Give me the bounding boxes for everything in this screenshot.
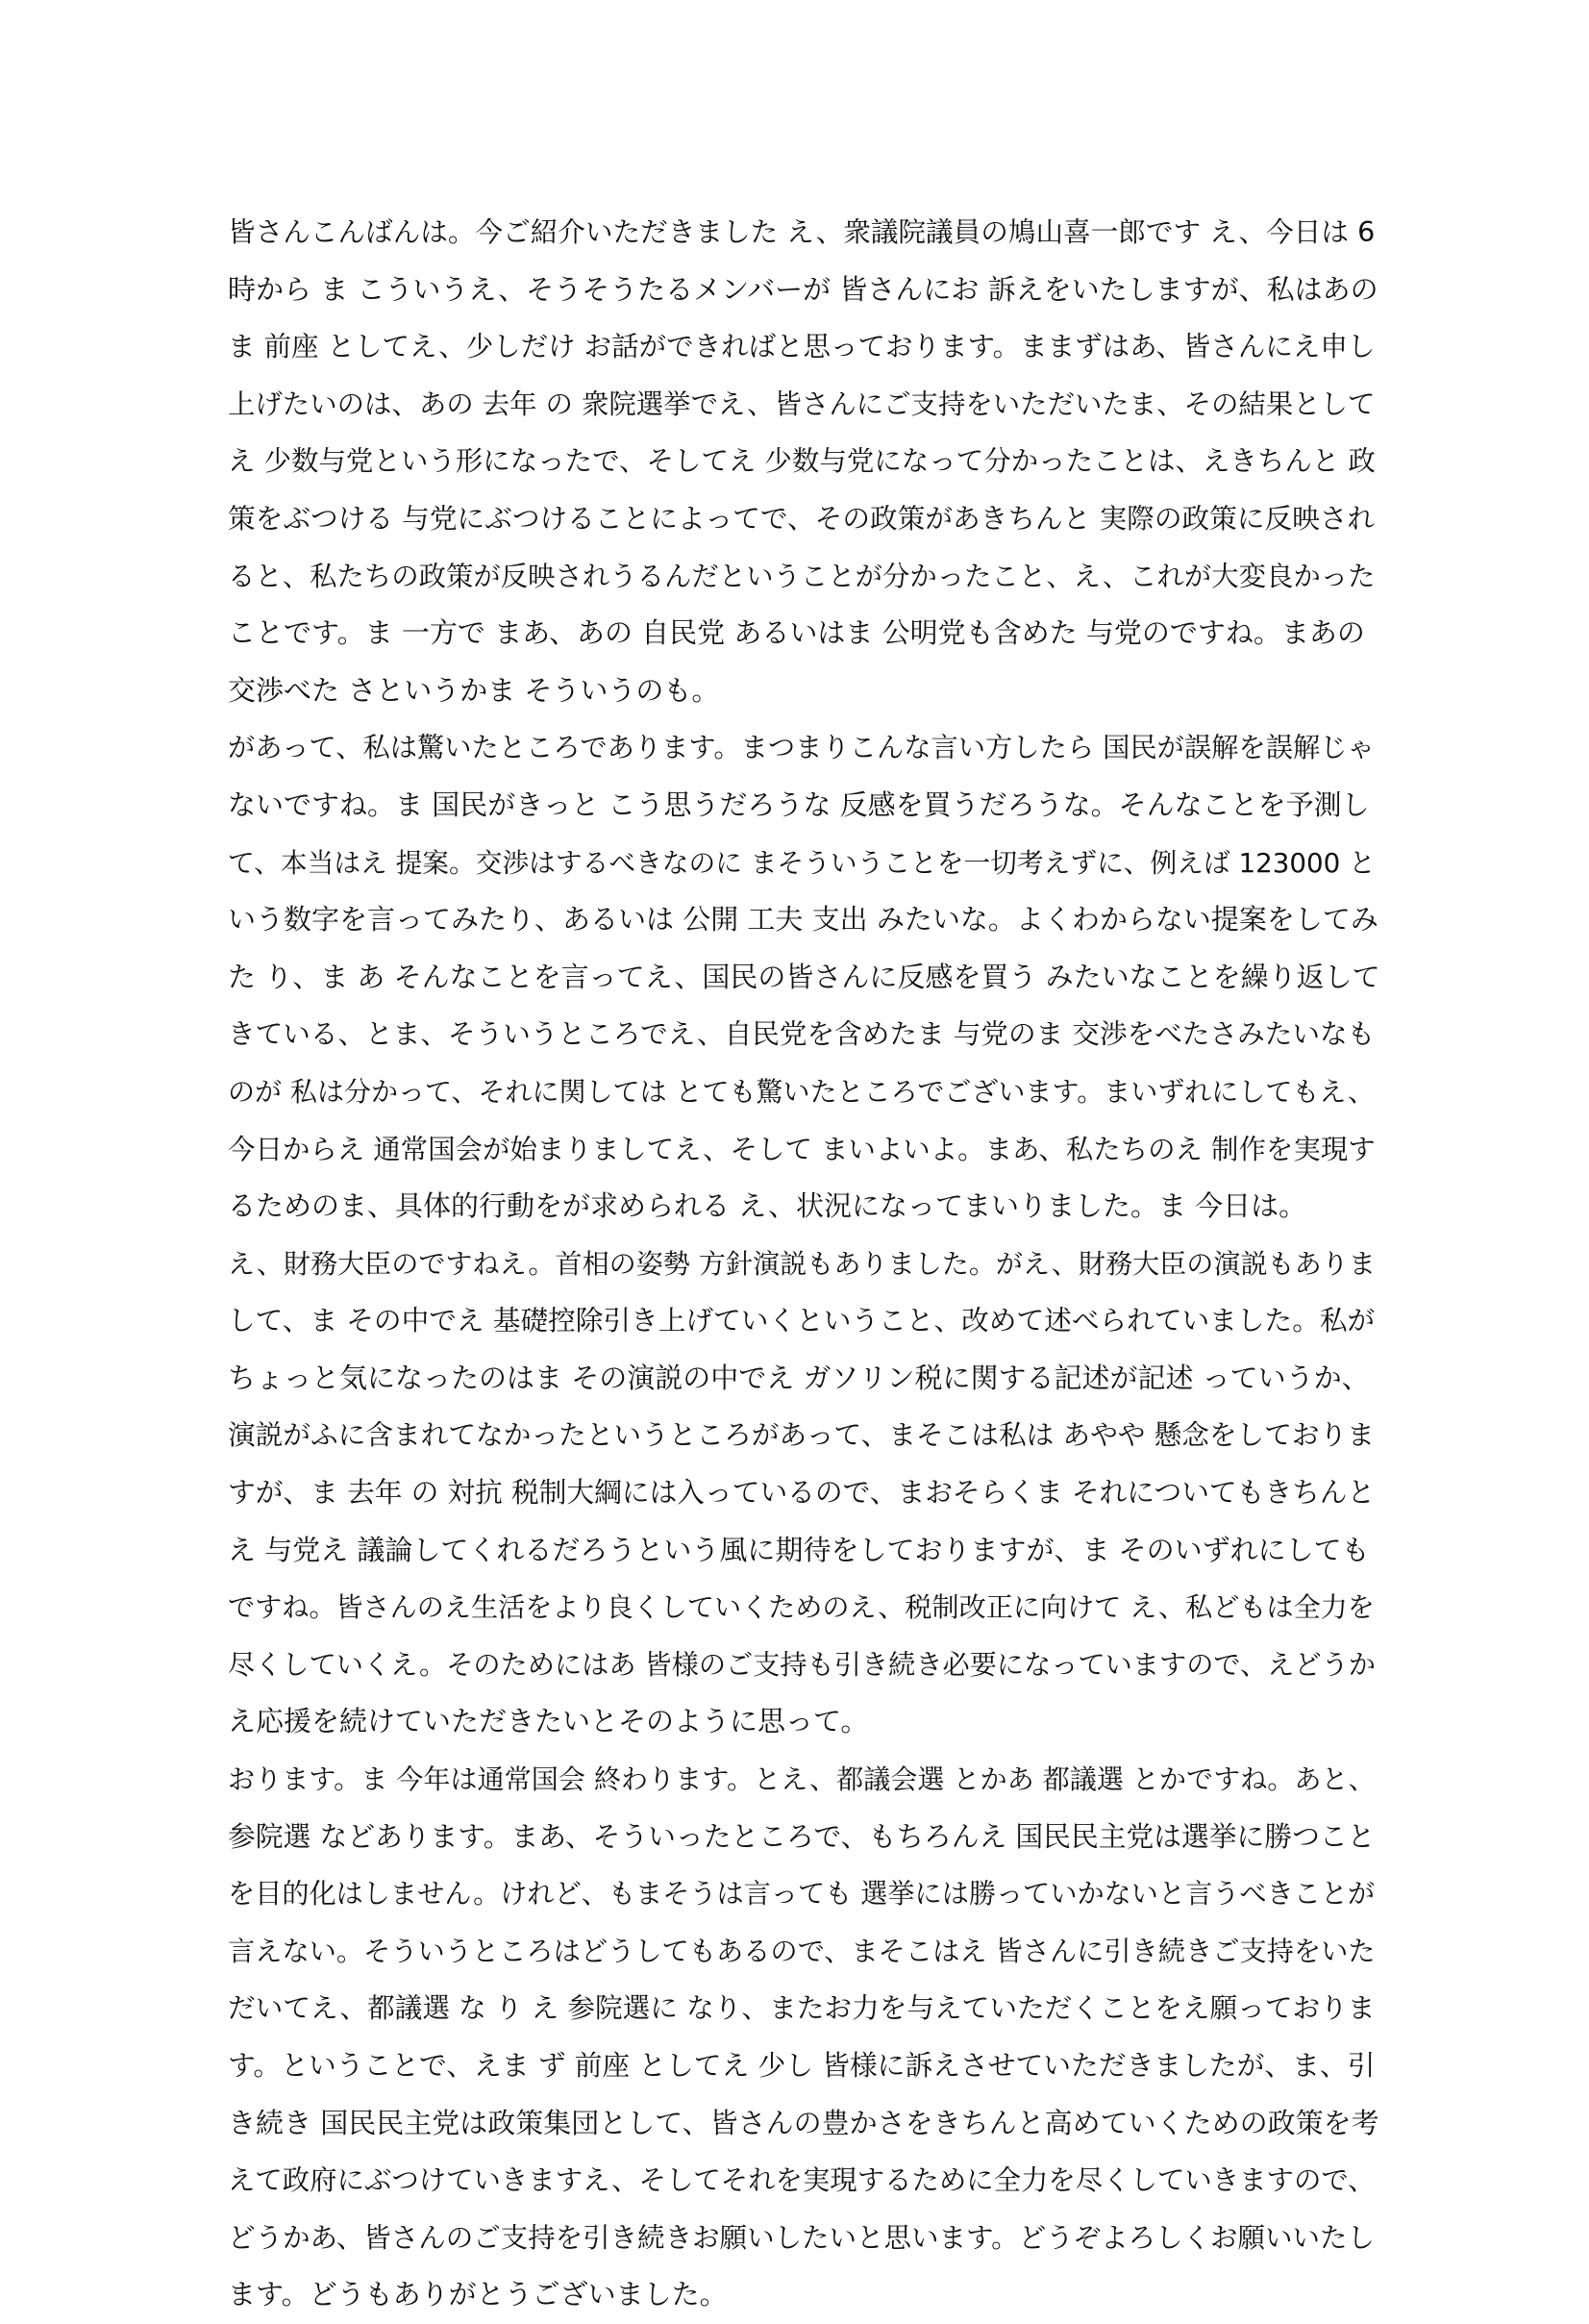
text-line: を目的化はしません。けれど、もまそうは言っても 選挙には勝っていかないと言うべきことが	[228, 1878, 1376, 1911]
text-line: 上げたいのは、あの 去年 の 衆院選挙でえ、皆さんにご支持をいただいたま、その結果として	[228, 387, 1376, 420]
text-line: 参院選 などあります。まあ、そういったところで、もちろんえ 国民民主党は選挙に勝つこと	[228, 1819, 1376, 1853]
text-line: きている、とま、そういうところでえ、自民党を含めたま 与党のま 交渉をべたさみたいなも	[228, 1017, 1376, 1051]
text-line: て、本当はえ 提案。交渉はするべきなのに まそういうことを一切考えずに、例えば 123000 と	[228, 846, 1376, 879]
text-line: 皆さんこんばんは。今ご紹介いただきました え、衆議院議員の鳩山喜一郎です え、今日は 6	[228, 215, 1376, 248]
text-line: えて政府にぶつけていきますえ、そしてそれを実現するために全力を尽くしていきますので、	[228, 2164, 1376, 2197]
text-line: して、ま その中でえ 基礎控除引き上げていくということ、改めて述べられていました。私が	[228, 1304, 1376, 1337]
text-line: き続き 国民民主党は政策集団として、皆さんの豊かさをきちんと高めていくための政策を考	[228, 2106, 1379, 2139]
text-line: のが 私は分かって、それに関しては とても驚いたところでございます。まいずれにしてもえ、	[228, 1075, 1376, 1108]
text-line: おります。ま 今年は通常国会 終わります。とえ、都議会選 とかあ 都議選 とかですね。あと、	[228, 1763, 1376, 1796]
text-line: 策をぶつける 与党にぶつけることによってで、その政策があきちんと 実際の政策に反映され	[228, 501, 1376, 535]
text-line: 時から ま こういうえ、そうそうたるメンバーが 皆さんにお 訴えをいたしますが、私はあの	[228, 272, 1378, 306]
text-line: 尽くしていくえ。そのためにはあ 皆様のご支持も引き続き必要になっていますので、えどうか	[228, 1648, 1376, 1681]
text-line: 言えない。そういうところはどうしてもあるので、まそこはえ 皆さんに引き続きご支持をいた	[228, 1935, 1376, 1967]
text-line: ると、私たちの政策が反映されうるんだということが分かったこと、え、これが大変良かった	[228, 560, 1376, 592]
text-line: ですね。皆さんのえ生活をより良くしていくためのえ、税制改正に向けて え、私どもは全力を	[228, 1591, 1375, 1624]
text-line: 交渉べた さというかま そういうのも。	[228, 673, 720, 707]
text-line: え、財務大臣のですねえ。首相の姿勢 方針演説もありました。がえ、財務大臣の演説もありま	[228, 1247, 1376, 1280]
text-line: す。ということで、えま ず 前座 としてえ 少し 皆様に訴えさせていただきましたが、ま、引	[228, 2049, 1376, 2082]
text-line: ことです。ま 一方で まあ、あの 自民党 あるいはま 公明党も含めた 与党のですね。まあの	[228, 616, 1365, 650]
text-line: た り、ま あ そんなことを言ってえ、国民の皆さんに反感を買う みたいなことを繰り返して	[228, 960, 1380, 993]
text-line: え 与党え 議論してくれるだろうという風に期待をしておりますが、ま そのいずれにしても	[228, 1533, 1370, 1566]
text-line: ないですね。ま 国民がきっと こう思うだろうな 反感を買うだろうな。そんなことを予測し	[228, 787, 1370, 821]
text-line: 演説がふに含まれてなかったというところがあって、まそこは私は あやや 懸念をしておりま	[228, 1418, 1375, 1452]
text-line: すが、ま 去年 の 対抗 税制大綱には入っているので、まおそらくま それについてもきちんと	[228, 1476, 1376, 1510]
text-line: いう数字を言ってみたり、あるいは 公開 工夫 支出 みたいな。よくわからない提案をしてみ	[228, 903, 1378, 937]
speech-transcript	[228, 204, 1381, 2324]
text-line: え応援を続けていただきたいとそのように思って。	[228, 1705, 869, 1738]
text-line: 今日からえ 通常国会が始まりましてえ、そして まいよいよ。まあ、私たちのえ 制作を実現す	[228, 1133, 1376, 1165]
text-line: どうかあ、皆さんのご支持を引き続きお願いしたいと思います。どうぞよろしくお願いいたし	[228, 2221, 1375, 2254]
text-line: ま 前座 としてえ、少しだけ お話ができればと思っております。ままずはあ、皆さんにえ申し	[228, 331, 1376, 363]
text-line: ます。どうもありがとうございました。	[228, 2278, 728, 2312]
text-line: があって、私は驚いたところであります。まつまりこんな言い方したら 国民が誤解を誤解じゃ	[228, 732, 1375, 764]
text-line: え 少数与党という形になったで、そしてえ 少数与党になって分かったことは、えきちんと 政	[228, 445, 1376, 478]
text-line: だいてえ、都議選 な り え 参院選に なり、またお力を与えていただくことをえ願っておりま	[228, 1991, 1376, 2025]
text-line: ちょっと気になったのはま その演説の中でえ ガソリン税に関する記述が記述 っていうか、	[228, 1361, 1370, 1394]
text-line: るためのま、具体的行動をが求められる え、状況になってまいりました。ま 今日は。	[228, 1189, 1307, 1223]
